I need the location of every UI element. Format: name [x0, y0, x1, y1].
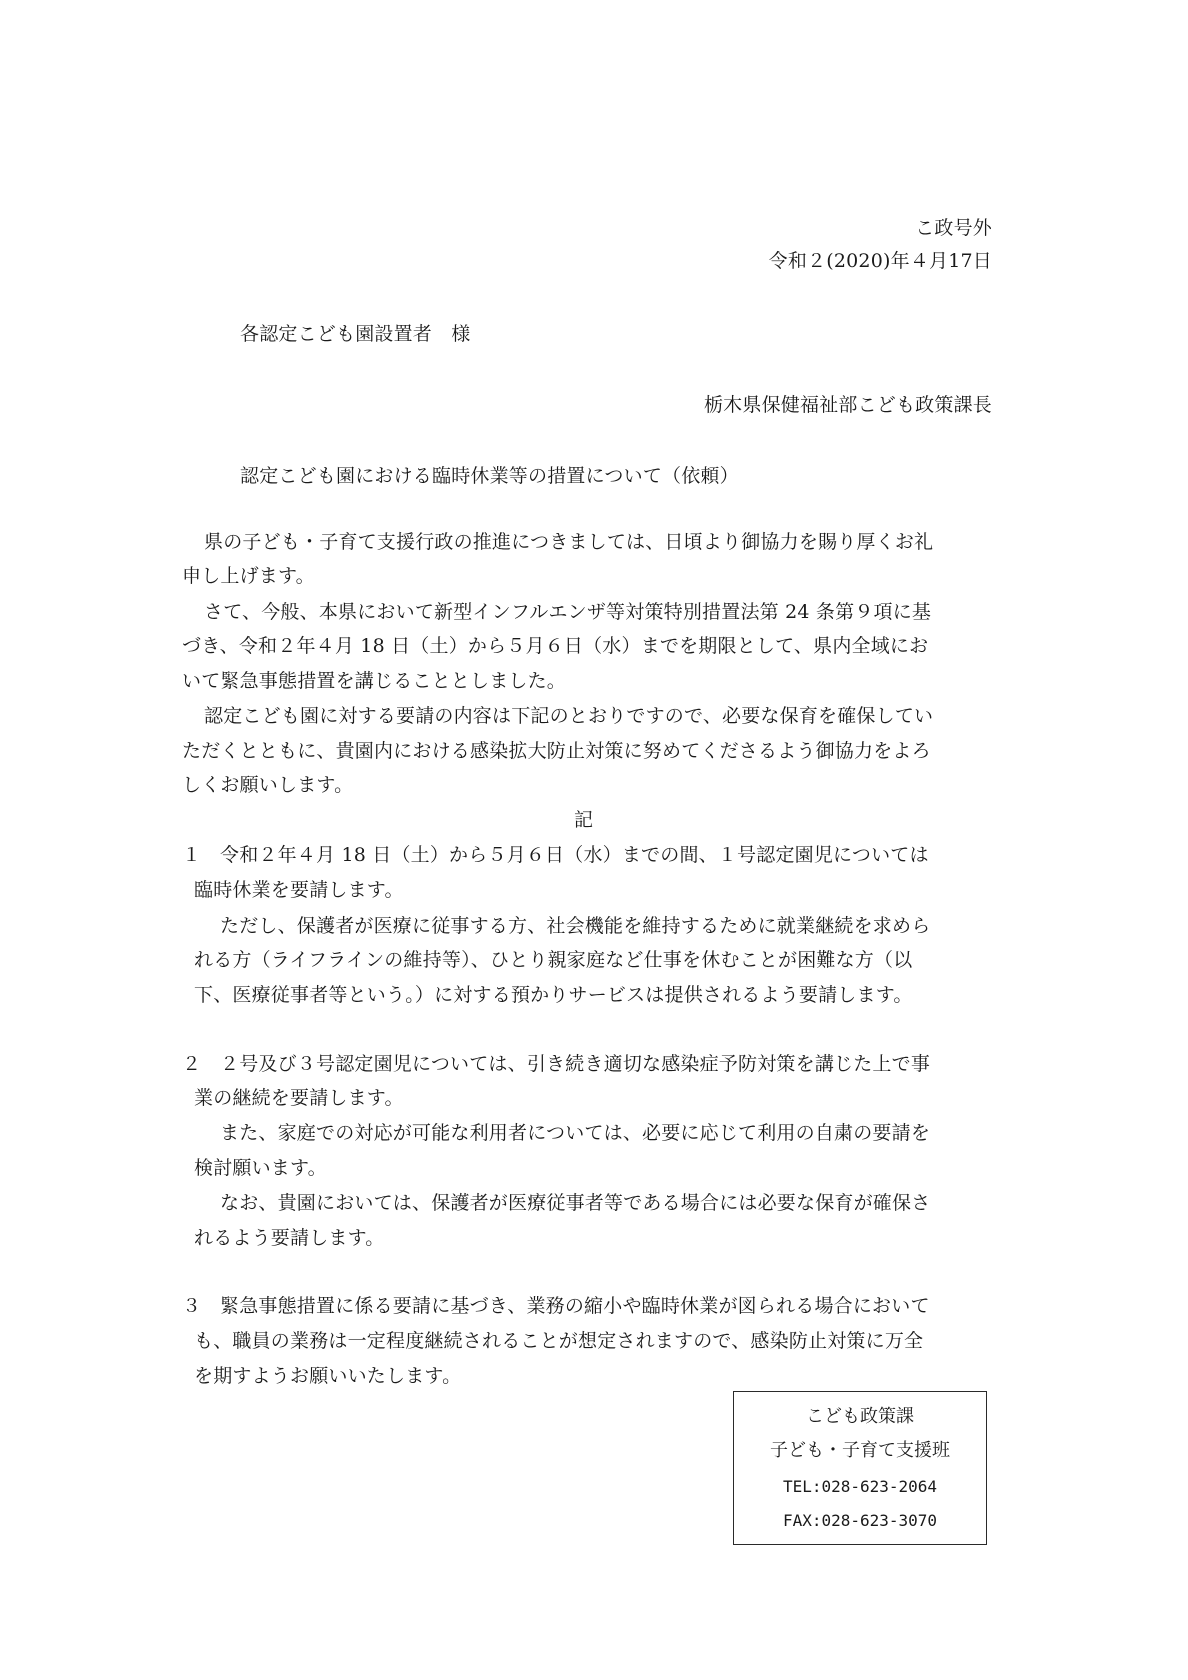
intro-line: いて緊急事態措置を講じることとしました。	[182, 670, 567, 692]
item-line: れるよう要請します。	[194, 1227, 385, 1249]
item-line: 臨時休業を要請します。	[194, 879, 404, 901]
intro-line: づき、令和２年４月 18 日（土）から５月６日（水）までを期限として、県内全域にお	[182, 635, 929, 657]
ki-heading: 記	[574, 809, 594, 831]
item-line: ２号及び３号認定園児については、引き続き適切な感染症予防対策を講じた上で事	[220, 1053, 931, 1075]
item-line: れる方（ライフラインの維持等）、ひとり親家庭など仕事を休むことが困難な方（以	[194, 949, 913, 971]
item-line: ただし、保護者が医療に従事する方、社会機能を維持するために就業継続を求めら	[220, 915, 931, 937]
intro-line: 認定こども園に対する要請の内容は下記のとおりですので、必要な保育を確保してい	[204, 705, 934, 727]
item-number: １	[182, 844, 202, 866]
recipient: 各認定こども園設置者 様	[240, 323, 471, 345]
intro-line: しくお願いします。	[182, 774, 354, 796]
intro-line: 申し上げます。	[182, 565, 315, 587]
sender: 栃木県保健福祉部こども政策課長	[703, 394, 992, 416]
item-line: 緊急事態措置に係る要請に基づき、業務の縮小や臨時休業が図られる場合において	[220, 1295, 930, 1317]
contact-tel: TEL:028-623-2064	[782, 1477, 938, 1496]
contact-box	[733, 1391, 987, 1545]
item-line: 令和２年４月 18 日（土）から５月６日（水）までの間、１号認定園児については	[220, 844, 929, 866]
item-line: も、職員の業務は一定程度継続されることが想定されますので、感染防止対策に万全	[194, 1330, 924, 1352]
item-line: 下、医療従事者等という。）に対する預かりサービスは提供されるよう要請します。	[194, 984, 913, 1006]
item-line: を期すようお願いいたします。	[194, 1365, 462, 1387]
item-number: ２	[182, 1053, 202, 1075]
subject: 認定こども園における臨時休業等の措置について（依頼）	[240, 465, 739, 487]
item-line: なお、貴園においては、保護者が医療従事者等である場合には必要な保育が確保さ	[220, 1192, 931, 1214]
contact-department: こども政策課	[806, 1406, 914, 1427]
item-number: ３	[182, 1295, 202, 1317]
contact-fax: FAX:028-623-3070	[782, 1511, 938, 1530]
item-line: 業の継続を要請します。	[194, 1087, 404, 1109]
document-date: 令和２(2020)年４月17日	[768, 250, 992, 272]
item-line: また、家庭での対応が可能な利用者については、必要に応じて利用の自粛の要請を	[220, 1122, 931, 1144]
intro-line: ただくとともに、貴園内における感染拡大防止対策に努めてくださるよう御協力をよろ	[182, 740, 931, 762]
contact-section: 子ども・子育て支援班	[770, 1440, 950, 1461]
document-number: こ政号外	[915, 217, 992, 239]
intro-line: 県の子ども・子育て支援行政の推進につきましては、日頃より御協力を賜り厚くお礼	[204, 531, 934, 553]
item-line: 検討願います。	[194, 1157, 327, 1179]
intro-line: さて、今般、本県において新型インフルエンザ等対策特別措置法第 24 条第９項に基	[204, 601, 932, 623]
